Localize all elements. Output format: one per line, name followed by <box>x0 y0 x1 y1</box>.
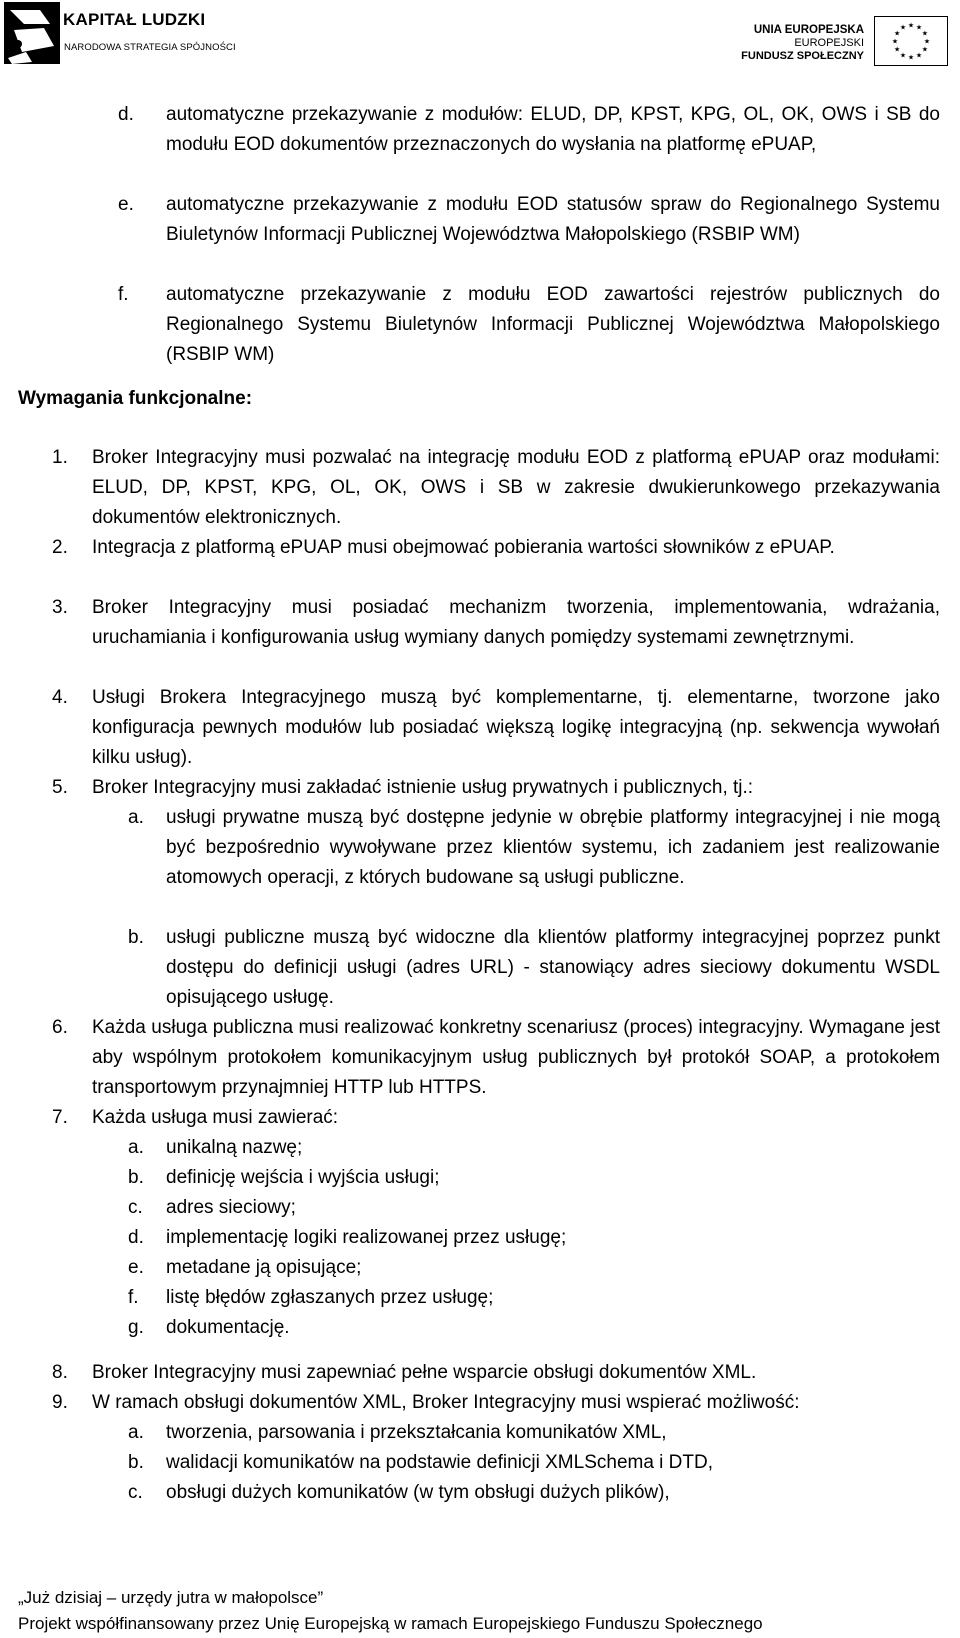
eu-text-block <box>741 24 864 63</box>
requirement-subitem-label: f. <box>128 1287 139 1308</box>
eu-flag-icon <box>874 16 948 66</box>
eu-star-icon: ★ <box>921 46 928 54</box>
requirement-text: Broker Integracyjny musi pozwalać na integrację modułu EOD z platformą ePUAP oraz modułami: ELUD, DP, KPST, KPG, OL, OK, OWS i SB w zakresie dwukierunkowego przekazywania dokumentów elektronicznych. <box>92 447 940 528</box>
eu-star-icon: ★ <box>899 24 907 32</box>
logo-title: KAPITAŁ LUDZKI <box>63 10 206 29</box>
eu-star-icon: ★ <box>899 52 907 60</box>
eu-line-2: EUROPEJSKI <box>794 37 864 49</box>
requirement-item <box>52 593 940 683</box>
intro-list-item <box>118 280 940 370</box>
requirement-subitem-item <box>128 1253 940 1283</box>
requirement-text: Usługi Brokera Integracyjnego muszą być komplementarne, tj. elementarne, tworzone jako konfiguracja pewnych modułów lub posiadać większą logikę integracyjną (np. sekwencja wywołań kilku usług). <box>92 687 940 768</box>
requirement-subitem-text: adres sieciowy; <box>166 1197 296 1218</box>
intro-list-text: automatyczne przekazywanie z modułu EOD zawartości rejestrów publicznych do Regionalnego Systemu Biuletynów Informacji Publicznej Województwa Małopolskiego (RSBIP WM) <box>166 284 940 365</box>
requirement-label: 8. <box>52 1362 68 1383</box>
requirement-text: Integracja z platformą ePUAP musi obejmować pobierania wartości słowników z ePUAP. <box>92 537 835 558</box>
requirement-subitem-item <box>128 1478 940 1508</box>
requirement-subitem-text: usługi prywatne muszą być dostępne jedynie w obrębie platformy integracyjnej i nie mogą być bezpośrednio wywoływane przez klientów systemu, ich zadaniem jest realizowanie atomowych operacji, z których budowane są usługi publiczne. <box>166 807 940 888</box>
requirement-item <box>52 683 940 773</box>
eu-star-icon: ★ <box>921 30 928 38</box>
eu-star-icon: ★ <box>894 30 901 38</box>
eu-star-icon: ★ <box>894 46 901 54</box>
requirement-text: Każda usługa musi zawierać: <box>92 1107 339 1128</box>
page-header <box>0 0 960 82</box>
requirement-text: Każda usługa publiczna musi realizować konkretny scenariusz (proces) integracyjny. Wymagane jest aby wspólnym protokołem komunikacyjnym usług publicznych był protokół SOAP, a protokołem transportowym przynajmniej HTTP lub HTTPS. <box>92 1017 940 1098</box>
requirement-subitem-item <box>128 1418 940 1448</box>
requirement-label: 3. <box>52 597 68 618</box>
intro-list-item <box>118 190 940 280</box>
requirement-subitem-label: g. <box>128 1317 144 1338</box>
requirement-text: Broker Integracyjny musi zakładać istnienie usług prywatnych i publicznych, tj.: <box>92 777 754 798</box>
requirement-subitem-text: obsługi dużych komunikatów (w tym obsługi dużych plików), <box>166 1482 670 1503</box>
requirement-label: 4. <box>52 687 68 708</box>
eu-star-icon: ★ <box>915 52 923 60</box>
requirement-item <box>52 1013 940 1103</box>
requirement-subitem-label: c. <box>128 1482 143 1503</box>
requirement-subitem-label: b. <box>128 1452 144 1473</box>
intro-list-label: f. <box>118 284 129 305</box>
intro-list-label: e. <box>118 194 134 215</box>
requirement-subitem-label: e. <box>128 1257 144 1278</box>
requirement-subitem-item <box>128 1448 940 1478</box>
requirement-subitem-label: b. <box>128 1167 144 1188</box>
requirement-subitem-label: a. <box>128 1137 144 1158</box>
logo-subtitle: NARODOWA STRATEGIA SPÓJNOŚCI <box>64 42 236 53</box>
requirement-subitem-text: metadane ją opisujące; <box>166 1257 362 1278</box>
requirement-subitem-label: a. <box>128 1422 144 1443</box>
footer-note: Projekt współfinansowany przez Unię Europejską w ramach Europejskiego Funduszu Społecznego <box>18 1614 763 1633</box>
eu-star-icon: ★ <box>907 22 915 30</box>
requirement-label: 6. <box>52 1017 68 1038</box>
requirement-item <box>52 773 940 803</box>
requirement-subitem-text: dokumentację. <box>166 1317 290 1338</box>
intro-list-text: automatyczne przekazywanie z modułów: ELUD, DP, KPST, KPG, OL, OK, OWS i SB do modułu EOD dokumentów przeznaczonych do wysłania na platformę ePUAP, <box>166 104 940 155</box>
requirement-subitem-label: b. <box>128 927 144 948</box>
requirement-subitem-item <box>128 1313 940 1343</box>
requirement-subitem-item <box>128 1163 940 1193</box>
requirement-subitem-label: c. <box>128 1197 143 1218</box>
requirement-text: W ramach obsługi dokumentów XML, Broker Integracyjny musi wspierać możliwość: <box>92 1392 800 1413</box>
requirement-subitem-text: implementację logiki realizowanej przez usługę; <box>166 1227 567 1248</box>
requirement-subitem-text: definicję wejścia i wyjścia usługi; <box>166 1167 440 1188</box>
eu-star-icon: ★ <box>915 24 923 32</box>
kapital-ludzki-logo <box>4 2 64 68</box>
requirement-subitem-item <box>128 1193 940 1223</box>
requirement-item <box>52 1358 940 1388</box>
requirement-subitem-text: usługi publiczne muszą być widoczne dla klientów platformy integracyjnej poprzez punkt dostępu do definicji usługi (adres URL) - stanowiący adres sieciowy dokumentu WSDL opisującego usługę. <box>166 927 940 1008</box>
requirement-subitem-item <box>128 803 940 923</box>
requirement-item <box>52 443 940 533</box>
requirement-label: 7. <box>52 1107 68 1128</box>
requirement-item <box>52 1388 940 1418</box>
requirement-subitem-item <box>128 1223 940 1253</box>
requirement-label: 9. <box>52 1392 68 1413</box>
requirement-subitem-item <box>128 1133 940 1163</box>
requirement-subitem-text: listę błędów zgłaszanych przez usługę; <box>166 1287 494 1308</box>
requirement-label: 2. <box>52 537 68 558</box>
eu-star-icon: ★ <box>923 38 931 46</box>
eu-line-3: FUNDUSZ SPOŁECZNY <box>741 50 864 62</box>
requirement-text: Broker Integracyjny musi posiadać mechanizm tworzenia, implementowania, wdrażania, uruchamiania i konfigurowania usług wymiany danych pomiędzy systemami zewnętrznymi. <box>92 597 940 648</box>
requirement-subitem-text: unikalną nazwę; <box>166 1137 303 1158</box>
section-heading: Wymagania funkcjonalne: <box>18 388 253 409</box>
requirement-subitem-text: tworzenia, parsowania i przekształcania komunikatów XML, <box>166 1422 667 1443</box>
requirement-label: 5. <box>52 777 68 798</box>
eu-line-1: UNIA EUROPEJSKA <box>753 24 864 36</box>
requirement-text: Broker Integracyjny musi zapewniać pełne wsparcie obsługi dokumentów XML. <box>92 1362 757 1383</box>
requirement-subitem-item <box>128 1283 940 1313</box>
intro-list-text: automatyczne przekazywanie z modułu EOD statusów spraw do Regionalnego Systemu Biuletynów Informacji Publicznej Województwa Małopolskiego (RSBIP WM) <box>166 194 940 245</box>
eu-star-icon: ★ <box>907 54 915 62</box>
eu-star-icon: ★ <box>891 38 899 46</box>
footer-slogan: „Już dzisiaj – urzędy jutra w małopolsce” <box>18 1588 324 1607</box>
requirement-item <box>52 1103 940 1133</box>
requirement-item <box>52 533 940 593</box>
intro-list-item <box>118 100 940 190</box>
requirement-subitem-item <box>128 923 940 1013</box>
requirement-subitem-label: d. <box>128 1227 144 1248</box>
requirement-subitem-label: a. <box>128 807 144 828</box>
intro-list-label: d. <box>118 104 134 125</box>
requirement-label: 1. <box>52 447 68 468</box>
requirement-subitem-text: walidacji komunikatów na podstawie definicji XMLSchema i DTD, <box>166 1452 714 1473</box>
